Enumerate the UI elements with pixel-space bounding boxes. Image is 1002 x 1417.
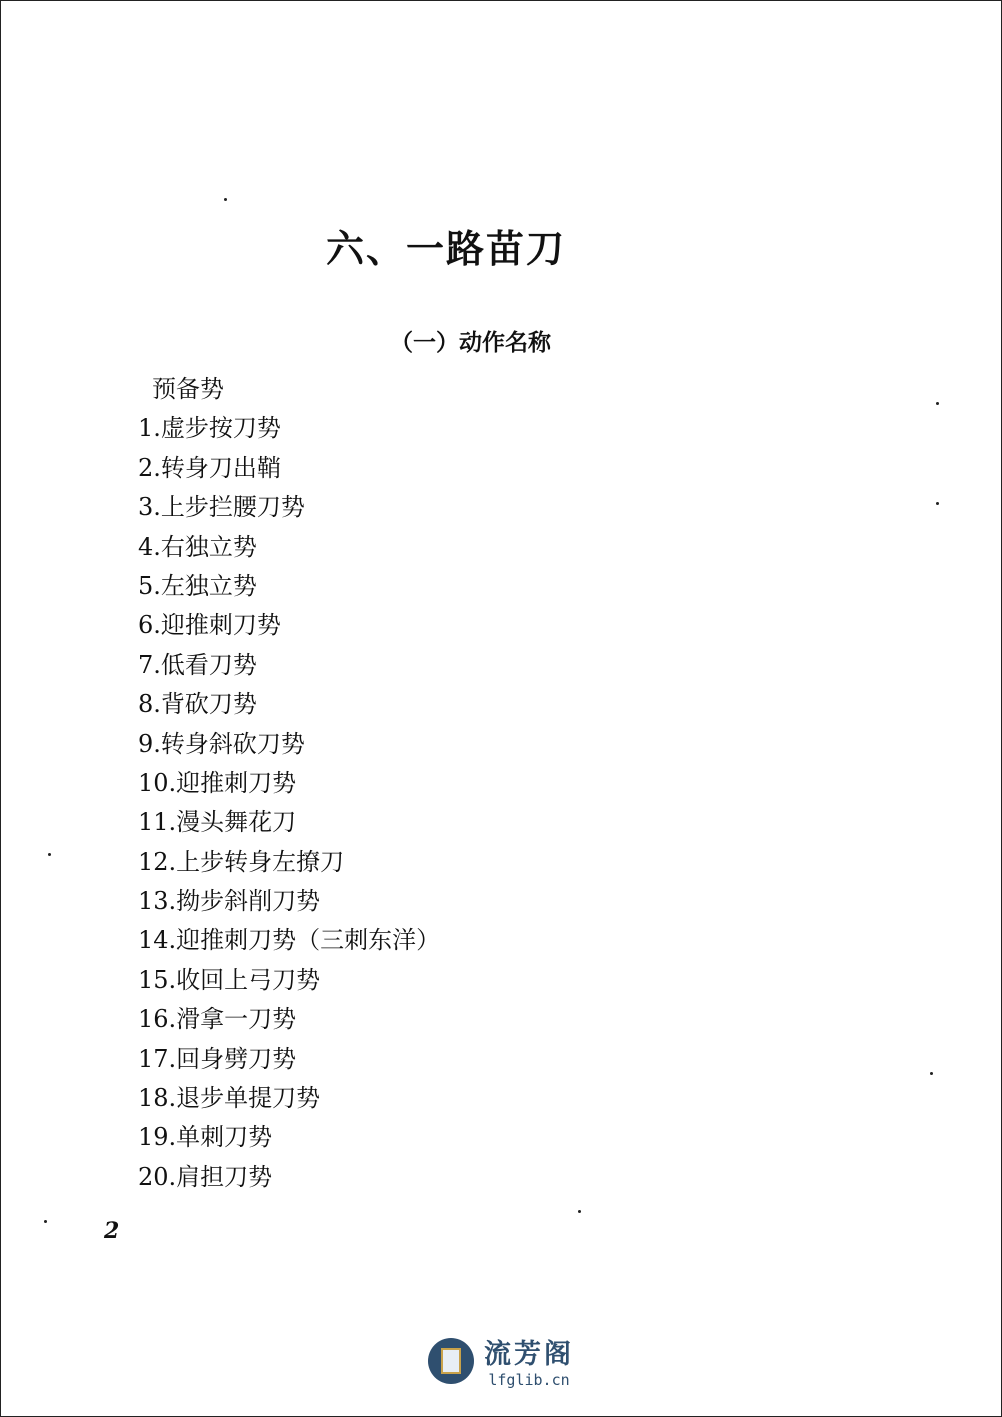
list-item: 6.迎推刺刀势 bbox=[138, 611, 281, 640]
list-item: 20.肩担刀势 bbox=[138, 1162, 273, 1191]
list-item: 10.迎推刺刀势 bbox=[138, 768, 297, 797]
scan-speck bbox=[578, 1210, 581, 1213]
book-icon bbox=[428, 1338, 474, 1384]
watermark-logo bbox=[428, 1332, 574, 1389]
list-item: 预备势 bbox=[152, 375, 224, 403]
list-item: 14.迎推刺刀势（三刺东洋） bbox=[138, 926, 441, 955]
list-item: 16.滑拿一刀势 bbox=[138, 1005, 297, 1034]
move-list bbox=[138, 370, 440, 1197]
scan-speck bbox=[936, 502, 939, 505]
scan-speck bbox=[930, 1072, 933, 1075]
watermark-name: 流芳阁 bbox=[484, 1339, 574, 1370]
list-item: 4.右独立势 bbox=[138, 532, 257, 561]
chapter-title: 六、一路苗刀 bbox=[326, 227, 567, 271]
page-number: 2 bbox=[104, 1218, 120, 1244]
scan-speck bbox=[224, 198, 227, 201]
list-item: 11.漫头舞花刀 bbox=[138, 808, 297, 837]
list-item: 17.回身劈刀势 bbox=[138, 1044, 297, 1073]
list-item: 19.单刺刀势 bbox=[138, 1123, 273, 1152]
list-item: 15.收回上弓刀势 bbox=[138, 965, 321, 994]
list-item: 12.上步转身左撩刀 bbox=[138, 847, 345, 876]
list-item: 18.退步单提刀势 bbox=[138, 1084, 321, 1113]
list-item: 9.转身斜砍刀势 bbox=[138, 729, 305, 758]
section-title: （一）动作名称 bbox=[390, 330, 551, 356]
list-item: 3.上步拦腰刀势 bbox=[138, 493, 305, 522]
scan-speck bbox=[48, 853, 51, 856]
watermark-url: lfglib.cn bbox=[488, 1371, 570, 1389]
list-item: 8.背砍刀势 bbox=[138, 690, 257, 719]
list-item: 1.虚步按刀势 bbox=[138, 414, 281, 443]
list-item: 7.低看刀势 bbox=[138, 650, 257, 679]
list-item: 5.左独立势 bbox=[138, 571, 257, 600]
scan-speck bbox=[44, 1220, 47, 1223]
list-item: 13.拗步斜削刀势 bbox=[138, 887, 321, 916]
list-item: 2.转身刀出鞘 bbox=[138, 453, 281, 482]
scan-speck bbox=[936, 402, 939, 405]
